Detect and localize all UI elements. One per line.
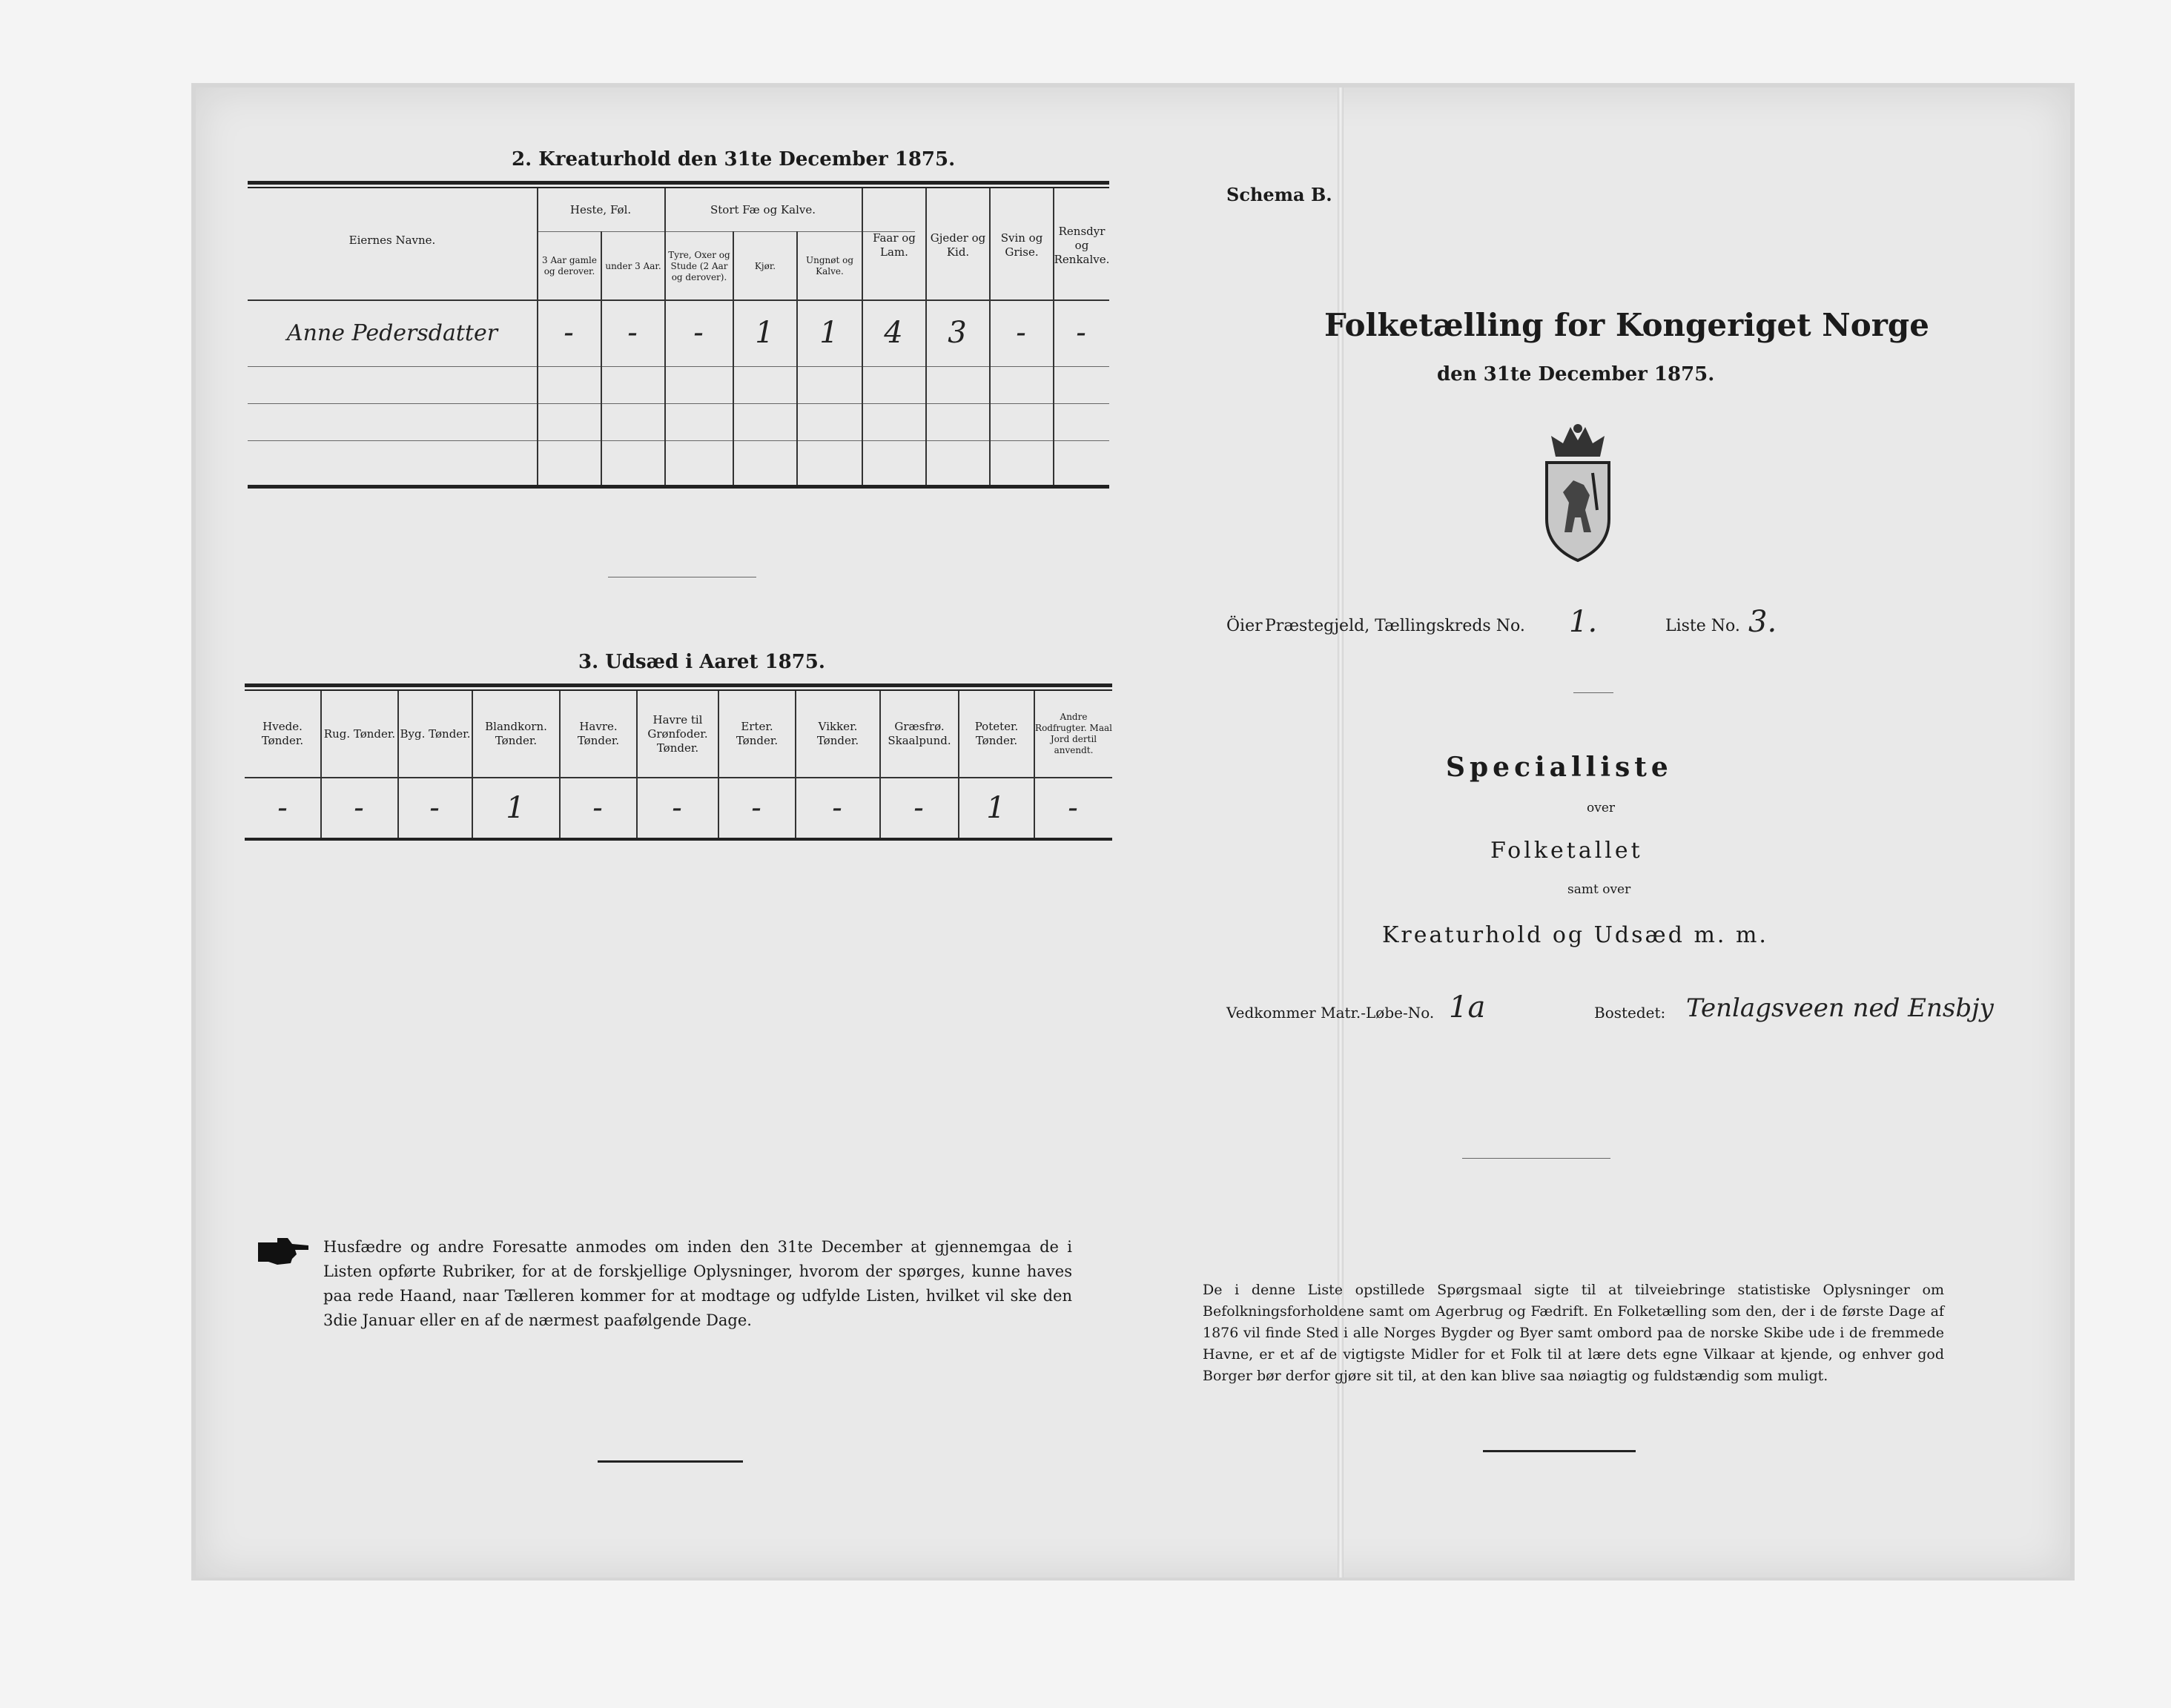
- header-poteter: Poteter. Tønder.: [974, 720, 1019, 747]
- liste-label: Liste No.: [1665, 617, 1740, 635]
- header-hvede: Hvede. Tønder.: [261, 720, 304, 747]
- value-havre: -: [592, 791, 603, 825]
- value-stort-a: -: [693, 316, 704, 350]
- header-blandkorn: Blandkorn. Tønder.: [485, 720, 547, 747]
- header-byg: Byg. Tønder.: [400, 726, 471, 741]
- header-stort-a: Tyre, Oxer og Stude (2 Aar og derover).: [668, 249, 730, 282]
- kreaturhold-label: Kreaturhold og Udsæd m. m.: [1382, 922, 1768, 948]
- header-rug: Rug. Tønder.: [323, 726, 396, 741]
- subtitle-date: den 31te December 1875.: [1437, 363, 1715, 385]
- divider: [598, 1460, 743, 1463]
- matr-line: [1226, 990, 2012, 1035]
- header-rensdyr: Rensdyr og Renkalve.: [1054, 224, 1110, 266]
- prestegjeld-name: Öier: [1226, 617, 1263, 635]
- norwegian-coat-of-arms-icon: [1541, 421, 1615, 563]
- value-vikker: -: [832, 791, 842, 825]
- value-graesfro: -: [913, 791, 924, 825]
- divider: [1483, 1450, 1636, 1452]
- over-label: over: [1587, 801, 1616, 815]
- header-faar: Faar og Lam.: [873, 231, 916, 259]
- value-kjor: 1: [755, 316, 774, 350]
- pointing-hand-icon: [255, 1235, 311, 1268]
- value-poteter: 1: [986, 791, 1005, 825]
- header-heste: Heste, Føl.: [569, 202, 632, 216]
- samt-over-label: samt over: [1567, 882, 1631, 897]
- value-blandkorn: 1: [506, 791, 525, 825]
- liste-number: 3.: [1748, 605, 1777, 639]
- value-gjeder: 3: [948, 316, 967, 350]
- district-label: Præstegjeld, Tællingskreds No.: [1265, 617, 1525, 635]
- matr-number: 1a: [1449, 990, 1486, 1025]
- divider: [1462, 1158, 1610, 1159]
- value-havre-gronfoder: -: [672, 791, 682, 825]
- section3-title: 3. Udsæd i Aaret 1875.: [578, 651, 825, 673]
- header-svin: Svin og Grise.: [1000, 231, 1043, 259]
- bosted-value: Tenlagsveen ned Ensbjy: [1686, 993, 1994, 1023]
- value-rensdyr: -: [1076, 316, 1086, 350]
- value-andre-rodfrugter: -: [1068, 791, 1078, 825]
- header-owner: Eiernes Navne.: [348, 233, 436, 247]
- kreds-number: 1.: [1569, 605, 1598, 639]
- header-havre-gronfoder: Havre til Grønfoder. Tønder.: [647, 712, 708, 755]
- value-ungnot: 1: [819, 316, 839, 350]
- specialliste-title: Specialliste: [1446, 752, 1673, 783]
- value-erter: -: [751, 791, 761, 825]
- header-heste-a: 3 Aar gamle og derover.: [542, 255, 597, 277]
- header-erter: Erter. Tønder.: [736, 720, 779, 747]
- value-heste-b: -: [627, 316, 638, 350]
- district-line: [1226, 605, 1968, 645]
- divider: [1573, 692, 1613, 693]
- sowing-table: [245, 683, 1112, 847]
- header-andre-rodfrugter: Andre Rodfrugter. Maal Jord dertil anvendt.: [1035, 712, 1112, 755]
- livestock-table: [248, 181, 1109, 492]
- header-gjeder: Gjeder og Kid.: [930, 231, 986, 259]
- header-havre: Havre. Tønder.: [577, 720, 620, 747]
- value-faar: 4: [884, 316, 903, 350]
- value-hvede: -: [277, 791, 288, 825]
- value-rug: -: [354, 791, 364, 825]
- header-graesfro: Græsfrø. Skaalpund.: [888, 720, 951, 747]
- value-heste-a: -: [564, 316, 574, 350]
- notice-text: Husfædre og andre Foresatte anmodes om inden den 31te December at gjennemgaa de i Listen opførte Rubriker, for at de forskjellige Oplysninger, hvorom der spørges, kunne haves paa rede Haand, naar Tælleren kommer for at modtage og udfylde Listen, hvilket vil ske den 3die Januar eller en af de nærmest paafølgende Dage.: [323, 1238, 1072, 1329]
- header-stort-b: Kjør.: [754, 260, 776, 271]
- folketallet-label: Folketallet: [1490, 838, 1643, 864]
- value-svin: -: [1016, 316, 1026, 350]
- header-stort-c: Ungnøt og Kalve.: [805, 255, 854, 277]
- main-title: Folketælling for Kongeriget Norge: [1324, 307, 1929, 343]
- section2-title: 2. Kreaturhold den 31te December 1875.: [512, 148, 956, 171]
- row-owner-name: Anne Pedersdatter: [286, 320, 498, 346]
- footer-text: De i denne Liste opstillede Spørgsmaal sigte til at tilveiebringe statistiske Oplysninger om Befolkningsforholdene samt om Agerbrug og Fædrift. En Folketælling som den, der i de første Dage af 1876 vil finde Sted i alle Norges Bygder og Byer samt ombord paa de norske Skibe ude i de fremmede Havne, er et af de vigtigste Midler for et Folk til at lære dets egne Vilkaar at kjende, og enhver god Borger bør derfor gjøre sit til, at den kan blive saa nøiagtig og fuldstændig som muligt.: [1203, 1282, 1944, 1384]
- header-heste-b: under 3 Aar.: [605, 260, 661, 271]
- header-stort: Stort Fæ og Kalve.: [710, 202, 816, 216]
- schema-label: Schema B.: [1226, 184, 1332, 205]
- bosted-label: Bostedet:: [1594, 1004, 1666, 1022]
- value-byg: -: [429, 791, 440, 825]
- header-vikker: Vikker. Tønder.: [816, 720, 859, 747]
- matr-label: Vedkommer Matr.-Løbe-No.: [1226, 1004, 1435, 1022]
